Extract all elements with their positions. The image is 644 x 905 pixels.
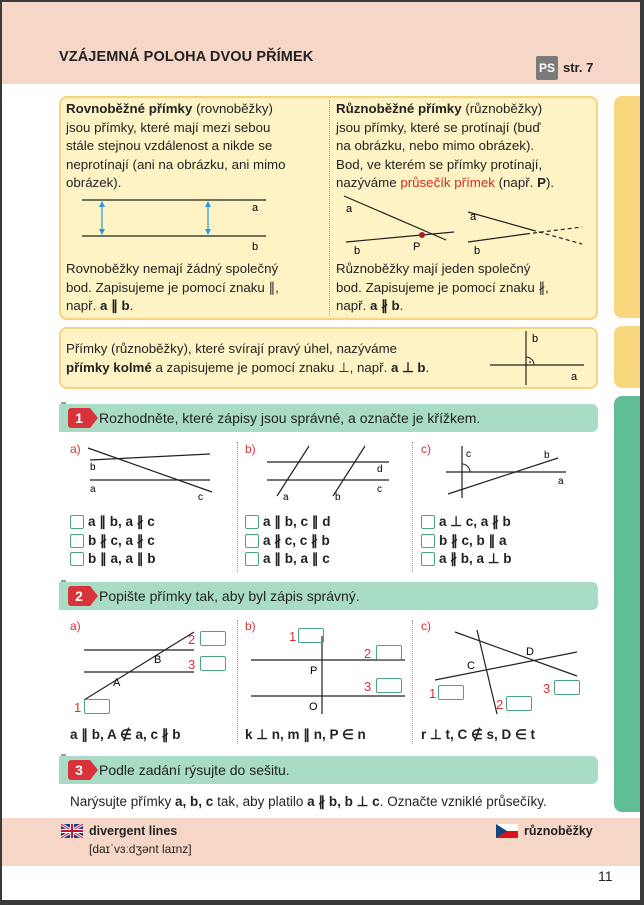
task3-expr: a ∦ b, b ⊥ c — [307, 794, 380, 809]
side-tab-green — [614, 396, 640, 812]
t1b-option-2[interactable] — [245, 532, 330, 550]
intersection-term: průsečík přímek — [400, 175, 495, 190]
t2b-notation: k ⊥ n, m ∥ n, P ∈ n — [245, 727, 366, 742]
task1-figure-a — [82, 442, 232, 504]
workbook-page — [2, 2, 640, 900]
t1b-line-c: c — [377, 484, 382, 495]
t2b-point-o: O — [309, 701, 318, 713]
t1b-option-1-text: a ∥ b, c ∥ d — [263, 514, 331, 529]
task2-instruction: Popište přímky tak, aby byl zápis správný. — [99, 588, 360, 604]
perpendicular-line2-end: . — [425, 359, 430, 375]
checkbox[interactable] — [70, 552, 84, 566]
intersect2-label-a: a — [470, 211, 477, 223]
task1-label-b: b) — [245, 442, 256, 456]
intersecting-line4: Bod, ve kterém se přímky protínají, — [336, 156, 543, 172]
parallel-label-b: b — [252, 241, 259, 253]
intersecting-line2: jsou přímky, které se protínají (buď — [336, 119, 541, 135]
parallel-figure — [66, 190, 326, 254]
task1-label-c: c) — [421, 442, 431, 456]
task2-number: 2 — [68, 586, 90, 606]
intersecting-point-name: P — [537, 175, 546, 190]
intersecting-note — [336, 260, 594, 316]
footer-cz-term: různoběžky — [524, 824, 593, 838]
t2c-num-3: 3 — [543, 681, 551, 696]
perpendicular-term: přímky kolmé — [66, 359, 152, 375]
intersect2-label-b: b — [474, 245, 481, 257]
task2-divider-2 — [412, 620, 413, 744]
t2a-answer-2[interactable] — [200, 631, 226, 646]
t1a-line-b: b — [90, 462, 96, 473]
intersect-label-a: a — [346, 203, 353, 215]
t1c-option-2[interactable] — [421, 532, 507, 550]
intersect-label-b: b — [354, 245, 361, 257]
t1c-option-3-text: a ∦ b, a ⊥ b — [439, 551, 512, 566]
task3-text — [70, 793, 610, 812]
parallel-label-a: a — [252, 202, 259, 214]
t1c-line-c: c — [466, 449, 471, 460]
page-number: 11 — [598, 868, 613, 884]
t1b-line-a: a — [283, 492, 289, 503]
checkbox[interactable] — [245, 515, 259, 529]
parallel-note — [66, 260, 324, 316]
t1a-line-a: a — [90, 484, 96, 495]
parallel-note1: Rovnoběžky nemají žádný společný — [66, 261, 279, 276]
t2a-num-1: 1 — [74, 700, 82, 715]
intersecting-line5-post: ). — [545, 175, 555, 190]
checkbox[interactable] — [421, 534, 435, 548]
t2c-notation: r ⊥ t, C ∉ s, D ∈ t — [421, 727, 536, 742]
parallel-line3: stále stejnou vzdálenost a nikde se — [66, 138, 273, 153]
intersecting-note3-pre: např. — [336, 298, 367, 313]
parallel-note3-post: . — [129, 298, 134, 313]
t1a-option-1[interactable] — [70, 513, 155, 531]
t1b-option-2-text: a ∦ c, c ∦ b — [263, 533, 330, 548]
t2a-point-a: A — [113, 677, 121, 689]
t1a-option-2[interactable] — [70, 532, 155, 550]
intersect-label-p: P — [413, 241, 421, 253]
t1a-option-2-text: b ∦ c, a ∦ c — [88, 533, 155, 548]
intersecting-line5-post-pre: (např. — [498, 175, 534, 190]
task2-divider-1 — [237, 620, 238, 744]
t2a-notation: a ∥ b, A ∉ a, c ∦ b — [70, 727, 181, 742]
task3-text-pre: Narýsujte přímky — [70, 794, 172, 809]
checkbox[interactable] — [421, 552, 435, 566]
parallel-line1: (rovnoběžky) — [196, 101, 273, 116]
checkbox[interactable] — [421, 515, 435, 529]
intersecting-term: Různoběžné přímky — [336, 101, 462, 116]
task2-label-a: a) — [70, 619, 81, 633]
t2a-answer-1[interactable] — [84, 699, 110, 714]
task1-label-a: a) — [70, 442, 81, 456]
task1-number: 1 — [68, 408, 90, 428]
t2b-point-p: P — [310, 665, 318, 677]
intersecting-note3-post: . — [399, 298, 404, 313]
parallel-definition — [66, 100, 324, 193]
task1-divider-2 — [412, 442, 413, 572]
side-tab-yellow — [614, 96, 640, 318]
footer-en-term: divergent lines — [89, 824, 178, 838]
t2c-num-1: 1 — [429, 686, 437, 701]
task1-figure-c — [434, 442, 584, 504]
intersecting-figure — [336, 192, 594, 258]
task1-figure-b — [257, 442, 407, 504]
intersecting-note3-expr: a ∦ b — [370, 298, 400, 313]
t1c-option-2-text: b ∦ c, b ∥ a — [439, 533, 507, 548]
checkbox[interactable] — [70, 515, 84, 529]
t1b-line-d: d — [377, 464, 383, 475]
t2b-num-2: 2 — [364, 646, 372, 661]
parallel-note2: bod. Zapisujeme je pomocí znaku ∥, — [66, 279, 279, 295]
page-title: VZÁJEMNÁ POLOHA DVOU PŘÍMEK — [59, 49, 314, 65]
t2a-point-b: B — [154, 654, 162, 666]
task2-label-c: c) — [421, 619, 431, 633]
t2b-num-1: 1 — [289, 629, 297, 644]
t1c-line-a: a — [558, 476, 564, 487]
t2c-answer-1[interactable] — [438, 685, 464, 700]
checkbox[interactable] — [70, 534, 84, 548]
intersecting-note2: bod. Zapisujeme je pomocí znaku ∦, — [336, 279, 549, 295]
t1c-option-1-text: a ⊥ c, a ∦ b — [439, 514, 511, 529]
cz-flag-icon — [496, 824, 518, 838]
definitions-divider — [329, 100, 330, 316]
t2a-num-2: 2 — [188, 632, 196, 647]
intersecting-line5-pre: nazýváme — [336, 175, 397, 190]
t1a-option-3[interactable] — [70, 550, 156, 568]
t2c-answer-3[interactable] — [554, 680, 580, 695]
t1b-line-b: b — [335, 492, 341, 503]
page-reference: str. 7 — [563, 60, 594, 75]
perpendicular-line1: Přímky (různoběžky), které svírají pravý úhel, nazýváme — [66, 341, 398, 356]
intersecting-line3: na obrázku, nebo mimo obrázek). — [336, 138, 535, 153]
intersecting-definition — [336, 100, 594, 193]
t1c-option-1[interactable] — [421, 513, 511, 531]
task1-divider-1 — [237, 442, 238, 572]
uk-flag-icon — [61, 824, 83, 838]
checkbox[interactable] — [245, 534, 259, 548]
checkbox[interactable] — [245, 552, 259, 566]
task3-text-post: . Označte vzniklé průsečíky. — [379, 794, 547, 809]
t1b-option-3-text: a ∥ b, a ∥ c — [263, 551, 330, 566]
t2a-answer-3[interactable] — [200, 656, 226, 671]
intersecting-note1: Různoběžky mají jeden společný — [336, 261, 531, 276]
task2-figure-b — [245, 622, 411, 714]
footer-en-ipa: [daɪˈvɜːdʒənt laɪnz] — [89, 842, 192, 856]
perpendicular-figure — [488, 329, 590, 387]
intersecting-line1: (různoběžky) — [465, 101, 543, 116]
parallel-note3-pre: např. — [66, 298, 97, 313]
task3-text-mid: tak, aby platilo — [217, 794, 304, 809]
task2-label-b: b) — [245, 619, 256, 633]
perpendicular-expr: a ⊥ b — [390, 359, 426, 375]
perpendicular-definition — [66, 340, 486, 377]
parallel-note3-expr: a ∥ b — [100, 298, 130, 313]
task3-instruction: Podle zadání rýsujte do sešitu. — [99, 762, 290, 778]
t1c-line-b: b — [544, 450, 550, 461]
parallel-term: Rovnoběžné přímky — [66, 101, 193, 116]
ps-badge: PS — [536, 56, 558, 80]
t2b-num-3: 3 — [364, 679, 372, 694]
t2c-point-d: D — [526, 646, 534, 658]
t2b-answer-1[interactable] — [298, 628, 324, 643]
parallel-line2: jsou přímky, které mají mezi sebou — [66, 119, 271, 135]
parallel-line5: obrázek). — [66, 175, 122, 190]
t2b-answer-2[interactable] — [376, 645, 402, 660]
task3-vars: a, b, c — [175, 794, 214, 809]
task3-number: 3 — [68, 760, 90, 780]
t2b-answer-3[interactable] — [376, 678, 402, 693]
t2c-point-c: C — [467, 660, 475, 672]
side-tab-yellow-2 — [614, 326, 640, 388]
t2c-answer-2[interactable] — [506, 696, 532, 711]
parallel-line4: neprotínají (ani na obrázku, ani mimo — [66, 156, 286, 172]
perp-label-a: a — [571, 371, 578, 383]
t1b-option-1[interactable] — [245, 513, 331, 531]
perp-label-b: b — [532, 333, 539, 345]
t1a-option-3-text: b ∥ a, a ∥ b — [88, 551, 156, 566]
t1c-option-3[interactable] — [421, 550, 512, 568]
t2c-num-2: 2 — [496, 697, 504, 712]
perpendicular-line2: a zapisujeme je pomocí znaku ⊥, např. — [155, 359, 388, 375]
task1-instruction: Rozhodněte, které zápisy jsou správné, a označte je křížkem. — [99, 410, 481, 426]
t1a-option-1-text: a ∥ b, a ∦ c — [88, 514, 155, 529]
t2a-num-3: 3 — [188, 657, 196, 672]
t1a-line-c: c — [198, 492, 203, 503]
t1b-option-3[interactable] — [245, 550, 330, 568]
